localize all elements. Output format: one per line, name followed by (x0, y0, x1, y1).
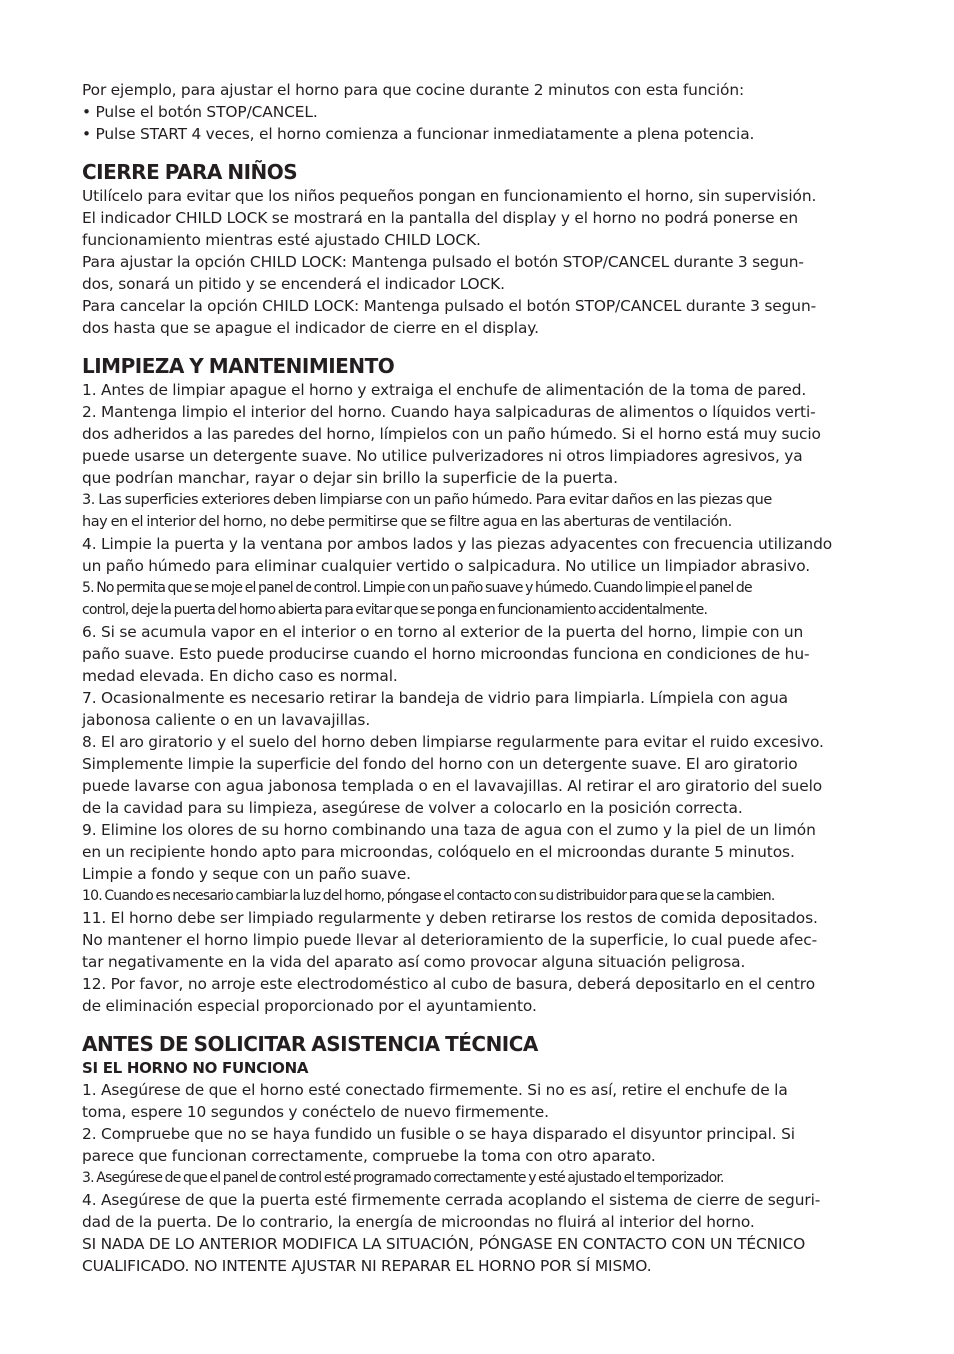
text-line: 8. El aro giratorio y el suelo del horno deben limpiarse regularmente para evitar el ruido excesivo. (82, 733, 824, 751)
text-line: tar negativamente en la vida del aparato así como provocar alguna situación peligrosa. (82, 953, 746, 971)
text-line: 5. No permita que se moje el panel de control. Limpie con un paño suave y húmedo. Cuando limpie el panel de (82, 580, 752, 596)
section-heading: CIERRE PARA NIÑOS (82, 160, 298, 184)
text-line: jabonosa caliente o en un lavavajillas. (82, 711, 371, 729)
text-line: 4. Limpie la puerta y la ventana por ambos lados y las piezas adyacentes con frecuencia utilizando (82, 535, 833, 553)
text-line: 4. Asegúrese de que la puerta esté firmemente cerrada acoplando el sistema de cierre de seguri- (82, 1191, 821, 1209)
text-line: medad elevada. En dicho caso es normal. (82, 667, 398, 685)
text-line: dos hasta que se apague el indicador de cierre en el display. (82, 319, 539, 337)
text-line: dos, sonará un pitido y se encenderá el indicador LOCK. (82, 275, 505, 293)
text-line: que podrían manchar, rayar o dejar sin brillo la superficie de la puerta. (82, 469, 618, 487)
document-page (82, 79, 874, 1277)
text-line: control, deje la puerta del horno abierta para evitar que se ponga en funcionamiento accidentalmente. (82, 602, 708, 618)
text-line: 3. Asegúrese de que el panel de control esté programado correctamente y esté ajustado el temporizador. (82, 1170, 724, 1186)
text-line: Para ajustar la opción CHILD LOCK: Mantenga pulsado el botón STOP/CANCEL durante 3 segun- (82, 253, 804, 271)
text-line: dos adheridos a las paredes del horno, límpielos con un paño húmedo. Si el horno está muy sucio (82, 425, 821, 443)
text-line: CUALIFICADO. NO INTENTE AJUSTAR NI REPARAR EL HORNO POR SÍ MISMO. (82, 1257, 652, 1275)
text-line: 2. Compruebe que no se haya fundido un fusible o se haya disparado el disyuntor principal. Si (82, 1125, 795, 1143)
text-line: de la cavidad para su limpieza, asegúrese de volver a colocarlo en la posición correcta. (82, 799, 743, 817)
cleaning-section (82, 353, 874, 1017)
text-line: funcionamiento mientras esté ajustado CHILD LOCK. (82, 231, 481, 249)
intro-section (82, 79, 874, 145)
intro-line: • Pulse el botón STOP/CANCEL. (82, 103, 318, 121)
section-subheading: SI EL HORNO NO FUNCIONA (82, 1059, 309, 1077)
text-line: 6. Si se acumula vapor en el interior o en torno al exterior de la puerta del horno, limpie con un (82, 623, 804, 641)
text-line: Para cancelar la opción CHILD LOCK: Mantenga pulsado el botón STOP/CANCEL durante 3 segun- (82, 297, 817, 315)
text-line: 10. Cuando es necesario cambiar la luz del horno, póngase el contacto con su distribuidor para que se la cambien. (82, 888, 775, 904)
text-line: un paño húmedo para eliminar cualquier vertido o salpicadura. No utilice un limpiador abrasivo. (82, 557, 811, 575)
intro-line: • Pulse START 4 veces, el horno comienza a funcionar inmediatamente a plena potencia. (82, 125, 755, 143)
child-lock-section (82, 159, 874, 339)
text-line: 12. Por favor, no arroje este electrodoméstico al cubo de basura, deberá depositarlo en el centro (82, 975, 816, 993)
text-line: 7. Ocasionalmente es necesario retirar la bandeja de vidrio para limpiarla. Límpiela con agua (82, 689, 788, 707)
text-line: El indicador CHILD LOCK se mostrará en la pantalla del display y el horno no podrá ponerse en (82, 209, 799, 227)
text-line: Limpie a fondo y seque con un paño suave. (82, 865, 411, 883)
text-line: toma, espere 10 segundos y conéctelo de nuevo firmemente. (82, 1103, 549, 1121)
text-line: 2. Mantenga limpio el interior del horno. Cuando haya salpicaduras de alimentos o líquidos verti- (82, 403, 816, 421)
text-line: 11. El horno debe ser limpiado regularmente y deben retirarse los restos de comida depositados. (82, 909, 818, 927)
section-heading: ANTES DE SOLICITAR ASISTENCIA TÉCNICA (82, 1032, 538, 1056)
intro-line: Por ejemplo, para ajustar el horno para que cocine durante 2 minutos con esta función: (82, 81, 745, 99)
text-line: hay en el interior del horno, no debe permitirse que se filtre agua en las aberturas de ventilación. (82, 514, 732, 530)
service-section (82, 1031, 874, 1277)
text-line: dad de la puerta. De lo contrario, la energía de microondas no fluirá al interior del horno. (82, 1213, 755, 1231)
text-line: Utilícelo para evitar que los niños pequeños pongan en funcionamiento el horno, sin supervisión. (82, 187, 817, 205)
section-heading: LIMPIEZA Y MANTENIMIENTO (82, 354, 395, 378)
text-line: paño suave. Esto puede producirse cuando el horno microondas funciona en condiciones de hu- (82, 645, 810, 663)
text-line: puede lavarse con agua jabonosa templada o en el lavavajillas. Al retirar el aro giratorio del suelo (82, 777, 823, 795)
text-line: parece que funcionan correctamente, compruebe la toma con otro aparato. (82, 1147, 656, 1165)
text-line: Simplemente limpie la superficie del fondo del horno con un detergente suave. El aro giratorio (82, 755, 798, 773)
text-line: 9. Elimine los olores de su horno combinando una taza de agua con el zumo y la piel de un limón (82, 821, 816, 839)
text-line: de eliminación especial proporcionado por el ayuntamiento. (82, 997, 537, 1015)
text-line: puede usarse un detergente suave. No utilice pulverizadores ni otros limpiadores agresivos, ya (82, 447, 803, 465)
text-line: No mantener el horno limpio puede llevar al deterioramiento de la superficie, lo cual puede afec- (82, 931, 818, 949)
text-line: 1. Antes de limpiar apague el horno y extraiga el enchufe de alimentación de la toma de pared. (82, 381, 807, 399)
text-line: 3. Las superficies exteriores deben limpiarse con un paño húmedo. Para evitar daños en las piezas que (82, 492, 772, 508)
text-line: en un recipiente hondo apto para microondas, colóquelo en el microondas durante 5 minutos. (82, 843, 795, 861)
text-line: SI NADA DE LO ANTERIOR MODIFICA LA SITUACIÓN, PÓNGASE EN CONTACTO CON UN TÉCNICO (82, 1235, 806, 1253)
text-line: 1. Asegúrese de que el horno esté conectado firmemente. Si no es así, retire el enchufe de la (82, 1081, 788, 1099)
